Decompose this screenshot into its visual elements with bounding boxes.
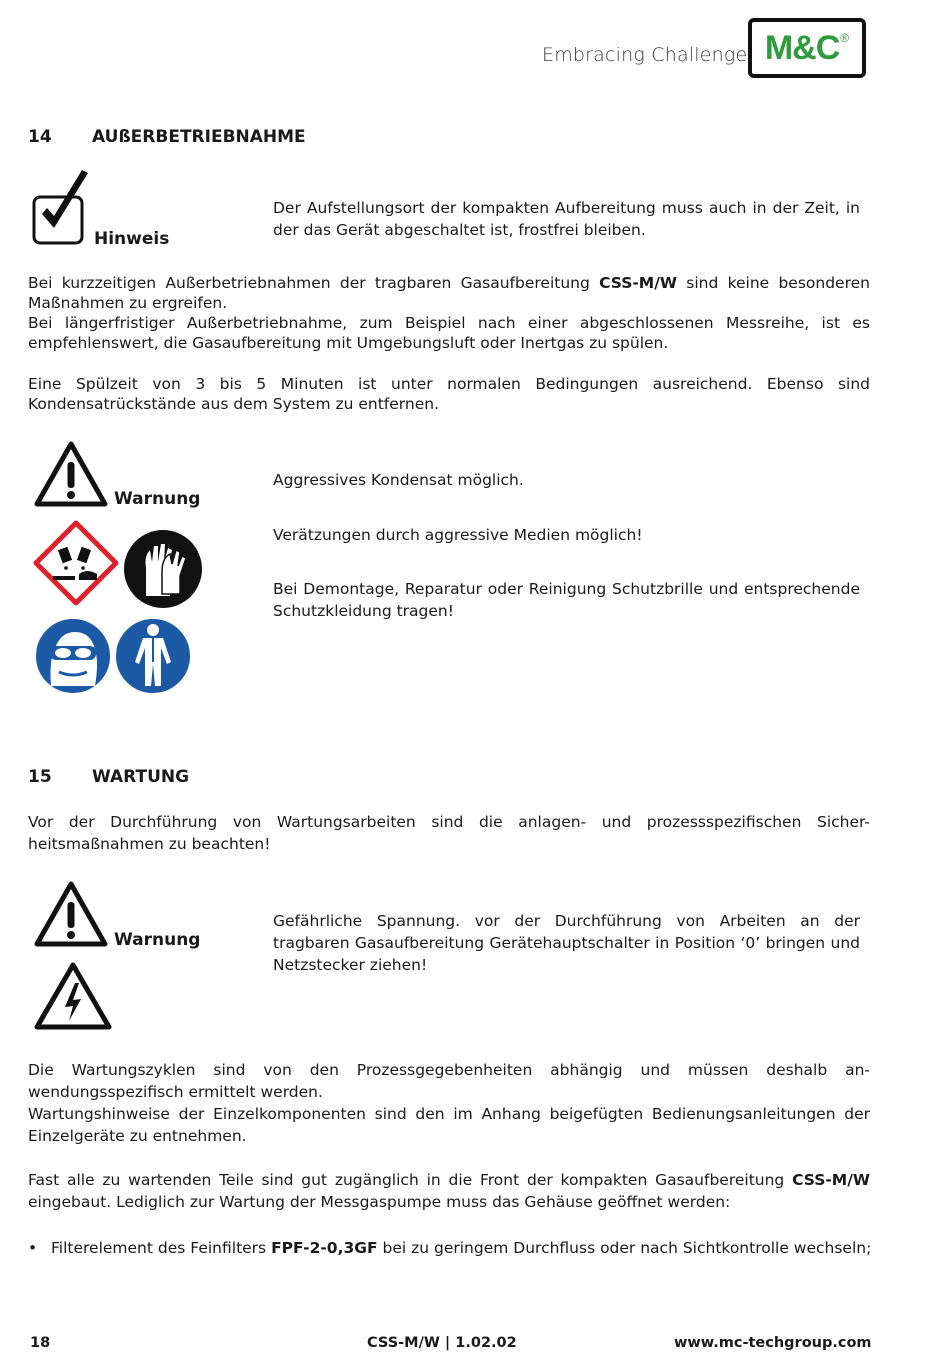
p1-product: CSS-M/W: [599, 274, 677, 292]
bullet-filter-name: FPF-2-0,3GF: [271, 1239, 378, 1257]
maintenance-cycles-text: Die Wartungszyklen sind von den Prozessgegebenheiten abhängig und müssen deshalb an-wendungsspezifisch ermittelt werden.: [28, 1061, 870, 1101]
section-14-number: 14: [28, 127, 52, 147]
section-15-paragraph-3: [28, 1169, 870, 1213]
p3-text-b: eingebaut. Lediglich zur Wartung der Messgaspumpe muss das Gehäuse geöffnet werden:: [28, 1193, 731, 1211]
p1-text-a: Bei kurzzeitigen Außerbetriebnahmen der tragbaren Gasaufbereitung: [28, 274, 590, 292]
p3-text-a: Fast alle zu wartenden Teile sind gut zugänglich in die Front der kompakten Gasaufbereitung: [28, 1171, 785, 1189]
maintenance-notes-text: Wartungshinweise der Einzelkomponenten sind den im Anhang beigefügten Bedienungsanleitungen der Einzelgeräte zu entnehmen.: [28, 1105, 870, 1145]
logo-registered-mark: ®: [840, 31, 850, 45]
wear-gloves-icon: [122, 528, 204, 610]
footer-page-number: 18: [30, 1335, 51, 1351]
voltage-warning-text: Gefährliche Spannung. vor der Durchführung von Arbeiten an der tragbaren Gasaufbereitung Gerätehauptschalter in Position ‘0’ bringen und Netzstecker ziehen!: [273, 912, 860, 974]
warning-triangle-icon: [33, 880, 109, 948]
warning-label: Warnung: [114, 489, 201, 509]
bullet-list-item: [28, 1238, 871, 1258]
warning-triangle-icon: [33, 440, 109, 508]
warning-text-1: Aggressives Kondensat möglich.: [273, 471, 524, 489]
logo-text: M&C: [764, 28, 840, 67]
warning-text-3: Bei Demontage, Reparatur oder Reinigung Schutzbrille und entsprechende Schutzkleidung tragen!: [273, 580, 860, 620]
high-voltage-icon: [33, 961, 113, 1031]
company-logo: [748, 18, 866, 78]
checkbox-check-icon: [32, 170, 92, 246]
warning-label-2: Warnung: [114, 930, 201, 950]
hint-label: Hinweis: [94, 229, 170, 249]
header-tagline: Embracing Challenge: [542, 44, 748, 66]
hint-text: Der Aufstellungsort der kompakten Aufbereitung muss auch in der Zeit, in der das Gerät abgeschaltet ist, frostfrei bleiben.: [273, 199, 860, 239]
section-14-title: AUßERBETRIEBNAHME: [92, 127, 306, 147]
wear-goggles-icon: [33, 616, 113, 696]
section-15-paragraph-1: [28, 1059, 870, 1147]
section-14-paragraph-1: [28, 273, 870, 353]
warning-text-2: Verätzungen durch aggressive Medien möglich!: [273, 526, 643, 544]
p1-text-b: sind keine besonderen Maßnahmen zu ergreifen.: [28, 274, 870, 312]
wear-protective-suit-icon: [113, 616, 193, 696]
footer-document-id: CSS-M/W | 1.02.02: [367, 1335, 517, 1351]
bullet-text-b: bei zu geringem Durchfluss oder nach Sichtkontrolle wechseln;: [382, 1239, 872, 1257]
p3-product: CSS-M/W: [792, 1171, 870, 1189]
section-15-intro: Vor der Durchführung von Wartungsarbeiten sind die anlagen- und prozessspezifischen Sicher-heitsmaßnahmen zu beachten!: [28, 813, 870, 853]
bullet-text-a: Filterelement des Feinfilters: [51, 1239, 267, 1257]
section-15-title: WARTUNG: [92, 767, 190, 787]
section-15-number: 15: [28, 767, 52, 787]
bullet-dot-icon: •: [28, 1239, 38, 1257]
corrosive-hazard-icon: [33, 520, 119, 606]
section-14-paragraph-2: Bei längerfristiger Außerbetriebnahme, zum Beispiel nach einer abgeschlossenen Messreihe, ist es empfehlenswert, die Gasaufbereitung mit Umgebungsluft oder Inertgas zu spülen.: [28, 314, 870, 352]
section-14-paragraph-3: Eine Spülzeit von 3 bis 5 Minuten ist unter normalen Bedingungen ausreichend. Ebenso sind Kondensatrückstände aus dem System zu entfernen.: [28, 375, 870, 413]
footer-website-link[interactable]: www.mc-techgroup.com: [674, 1335, 872, 1351]
